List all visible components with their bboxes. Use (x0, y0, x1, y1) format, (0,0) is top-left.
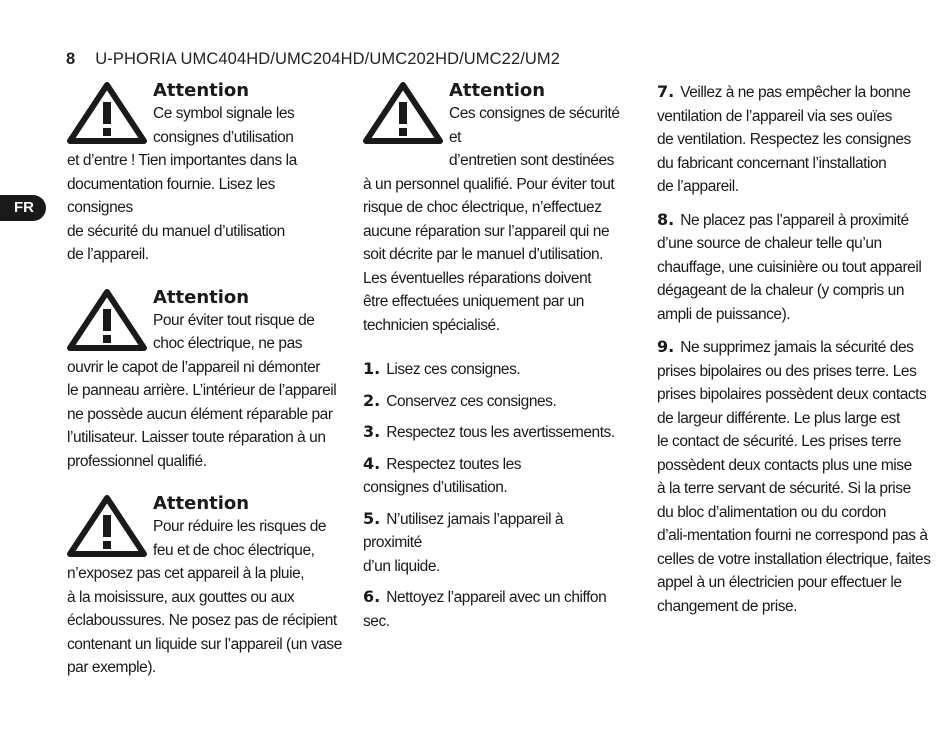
list-item (657, 335, 942, 618)
item-text: Conservez ces consignes. (386, 392, 557, 410)
item-number: 2. (363, 390, 381, 410)
warning-text-intro: Ces consignes de sécurité et d’entretien sont destinées (449, 105, 620, 169)
item-number: 5. (363, 508, 381, 528)
warning-triangle-icon (67, 289, 147, 351)
warning-title: Attention (153, 80, 250, 101)
column-2 (363, 80, 625, 640)
item-number: 1. (363, 359, 381, 378)
list-item (363, 420, 625, 445)
warning-title: Attention (449, 80, 546, 101)
item-text: Respectez tous les avertissements. (386, 424, 615, 441)
warning-block (67, 493, 342, 680)
warning-title: Attention (153, 286, 250, 308)
document-title: U-PHORIA UMC404HD/UMC204HD/UMC202HD/UMC22/UM2 (95, 50, 561, 68)
language-tab: FR (0, 195, 46, 221)
warning-triangle-icon (67, 495, 147, 557)
column-1 (67, 80, 342, 700)
warning-text: n’exposez pas cet appareil à la pluie, à la moisissure, aux gouttes ou aux éclaboussures. Ne posez pas de récipient contenant un liquide sur l’appareil (un vase par exemple). (67, 565, 342, 676)
warning-block (67, 80, 342, 267)
warning-block (67, 287, 342, 474)
page-header (66, 50, 560, 69)
item-text: Respectez toutes les consignes d’utilisation. (363, 455, 522, 496)
item-text: Veillez à ne pas empêcher la bonne ventilation de l’appareil via ses ouïes de ventilation. Respectez les consignes du fabricant concernant l’installation de l’appareil. (657, 84, 911, 195)
warning-title: Attention (153, 493, 250, 514)
item-text: Ne supprimez jamais la sécurité des prises bipolaires ou des prises terre. Les prises bipolaires possèdent deux contacts de largeur différente. Le plus large est le contact de sécurité. Les prises terre possèdent deux contacts plus une mise à la terre servant de sécurité. Si la prise du bloc d’alimentation ou du cordon d’ali-mentation fourni ne correspond pas à celles de votre installation électrique, faites appel à un électricien pour effectuer le changement de prise. (657, 339, 931, 615)
warning-text-intro: Pour éviter tout risque de choc électrique, ne pas (153, 311, 315, 352)
list-item (657, 80, 942, 199)
page-number: 8 (66, 50, 76, 68)
list-item (363, 507, 625, 579)
item-text: N’utilisez jamais l’appareil à proximité d’un liquide. (363, 510, 564, 575)
list-item (363, 585, 625, 633)
list-item (657, 208, 942, 327)
item-text: Lisez ces consignes. (386, 361, 521, 378)
list-item (363, 389, 625, 414)
warning-text-intro: Ce symbol signale les consignes d’utilisation (153, 105, 295, 146)
item-number: 7. (657, 82, 675, 101)
warning-text: à un personnel qualifié. Pour éviter tout risque de choc électrique, n’effectuez aucune réparation sur l’appareil qui ne soit décrite par le manuel d’utilisation. Les éventuelles réparations doivent être effectuées uniquement par un technicien spécialisé. (363, 175, 615, 334)
warning-text-intro: Pour réduire les risques de feu et de choc électrique, (153, 518, 327, 559)
item-number: 4. (363, 453, 381, 473)
safety-instructions-list (363, 357, 625, 633)
column-3 (657, 80, 942, 627)
warning-text: et d’entre ! Tien importantes dans la documentation fournie. Lisez les consignes de sécurité du manuel d’utilisation de l’appareil. (67, 152, 297, 263)
warning-triangle-icon (363, 82, 443, 144)
warning-text: ouvrir le capot de l’appareil ni démonter le panneau arrière. L’intérieur de l’appareil ne possède aucun élément réparable par l’utilisateur. Laisser toute réparation à un professionnel qualifié. (67, 358, 337, 470)
item-number: 9. (657, 337, 675, 356)
warning-block (363, 80, 625, 337)
item-number: 8. (657, 209, 675, 229)
list-item (363, 357, 625, 382)
item-number: 3. (363, 422, 381, 441)
item-text: Nettoyez l’appareil avec un chiffon sec. (363, 589, 607, 630)
item-number: 6. (363, 587, 381, 606)
list-item (363, 452, 625, 500)
warning-triangle-icon (67, 82, 147, 144)
item-text: Ne placez pas l’appareil à proximité d’une source de chaleur telle qu’un chauffage, une cuisinière ou tout appareil dégageant de la chaleur (y compris un ampli de puissance). (657, 211, 922, 323)
